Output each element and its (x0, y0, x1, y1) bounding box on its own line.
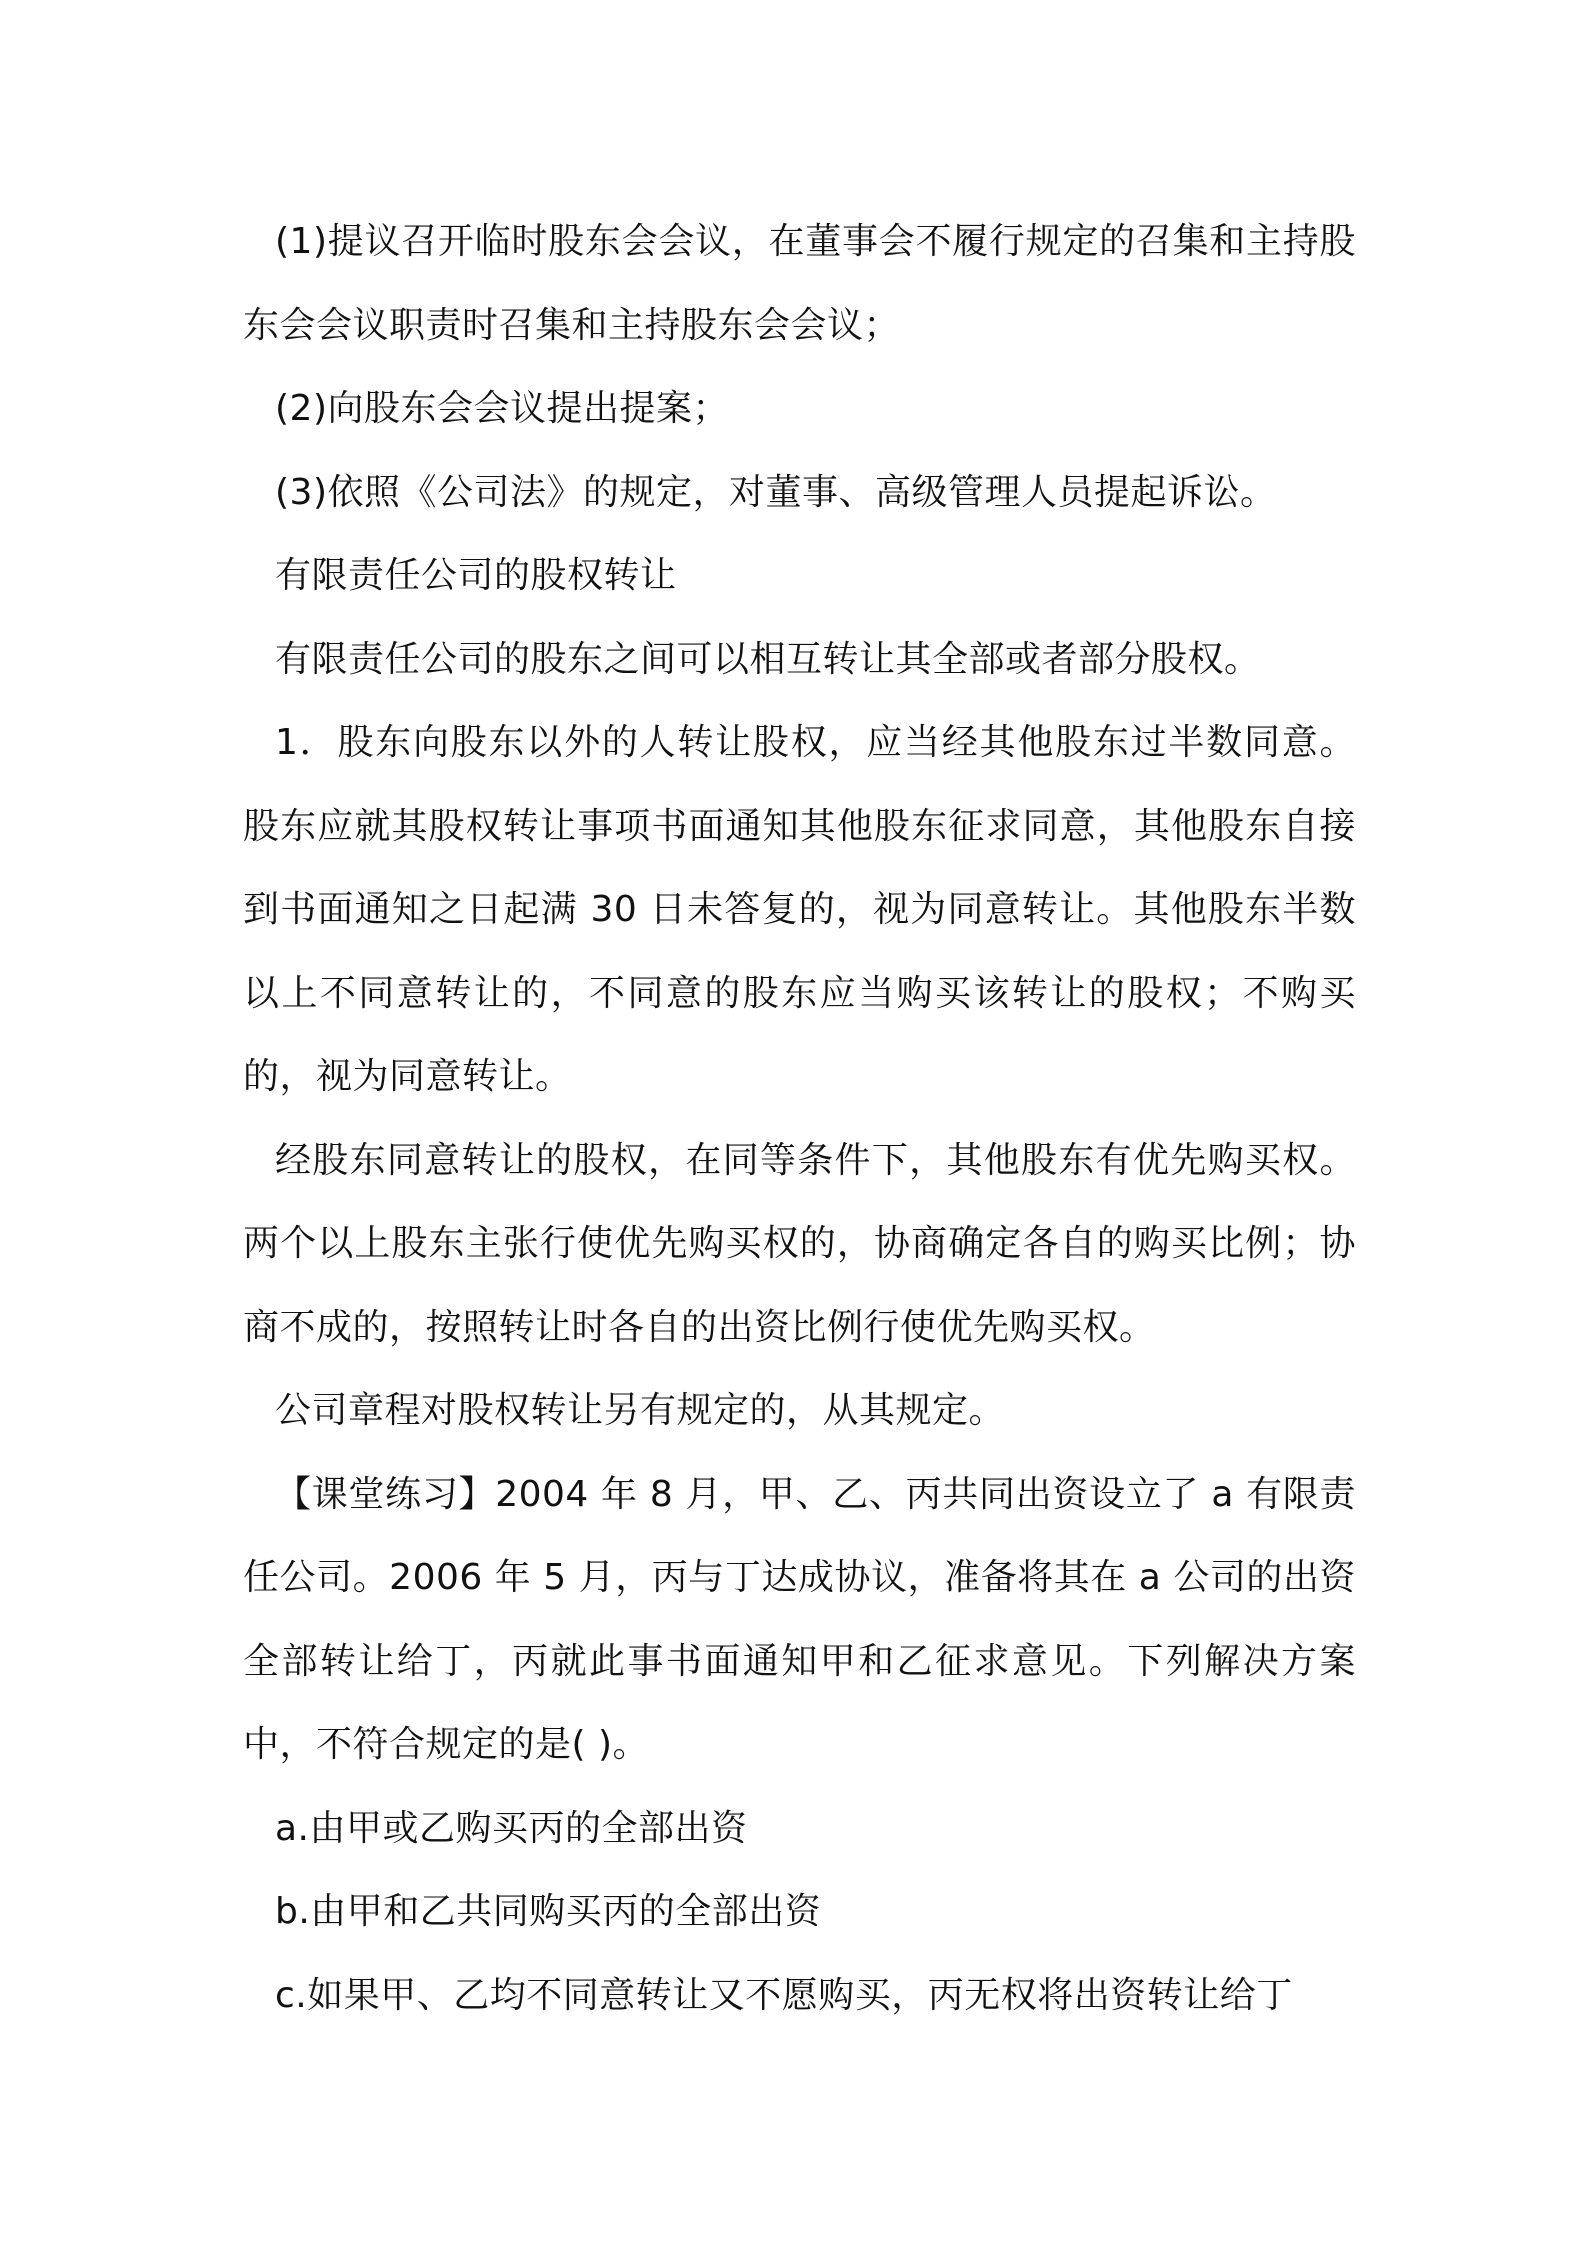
option-c: c.如果甲、乙均不同意转让又不愿购买，丙无权将出资转让给丁 (275, 1974, 1293, 2016)
paragraph-class-exercise: 【课堂练习】2004 年 8 月，甲、乙、丙共同出资设立了 a 有限责任公司。2006 年 5 月，丙与丁达成协议，准备将其在 a 公司的出资全部转让给丁，丙就此事书面通知甲和乙征求意见。下列解决方案中，不符合规定的是( )。 (243, 1473, 1356, 1765)
paragraph-internal-transfer: 有限责任公司的股东之间可以相互转让其全部或者部分股权。 (275, 638, 1261, 680)
paragraph-shareholder-right-3: (3)依照《公司法》的规定，对董事、高级管理人员提起诉讼。 (275, 471, 1277, 513)
section-heading-equity-transfer: 有限责任公司的股权转让 (275, 555, 677, 596)
option-b: b.由甲和乙共同购买丙的全部出资 (275, 1891, 822, 1932)
paragraph-shareholder-right-1: (1)提议召开临时股东会会议，在董事会不履行规定的召集和主持股东会会议职责时召集和主持股东会会议； (243, 221, 1356, 346)
paragraph-shareholder-right-2: (2)向股东会会议提出提案； (275, 388, 729, 429)
paragraph-preemptive-right: 经股东同意转让的股权，在同等条件下，其他股东有优先购买权。两个以上股东主张行使优先购买权的，协商确定各自的购买比例；协商不成的，按照转让时各自的出资比例行使优先购买权。 (243, 1139, 1356, 1348)
option-a: a.由甲或乙购买丙的全部出资 (275, 1807, 748, 1849)
paragraph-articles-provision: 公司章程对股权转让另有规定的，从其规定。 (275, 1390, 1006, 1431)
paragraph-external-transfer: 1．股东向股东以外的人转让股权，应当经其他股东过半数同意。股东应就其股权转让事项书面通知其他股东征求同意，其他股东自接到书面通知之日起满 30 日未答复的，视为同意转让。其他股东半数以上不同意转让的，不同意的股东应当购买该转让的股权；不购买的，视为同意转让。 (243, 722, 1356, 1097)
